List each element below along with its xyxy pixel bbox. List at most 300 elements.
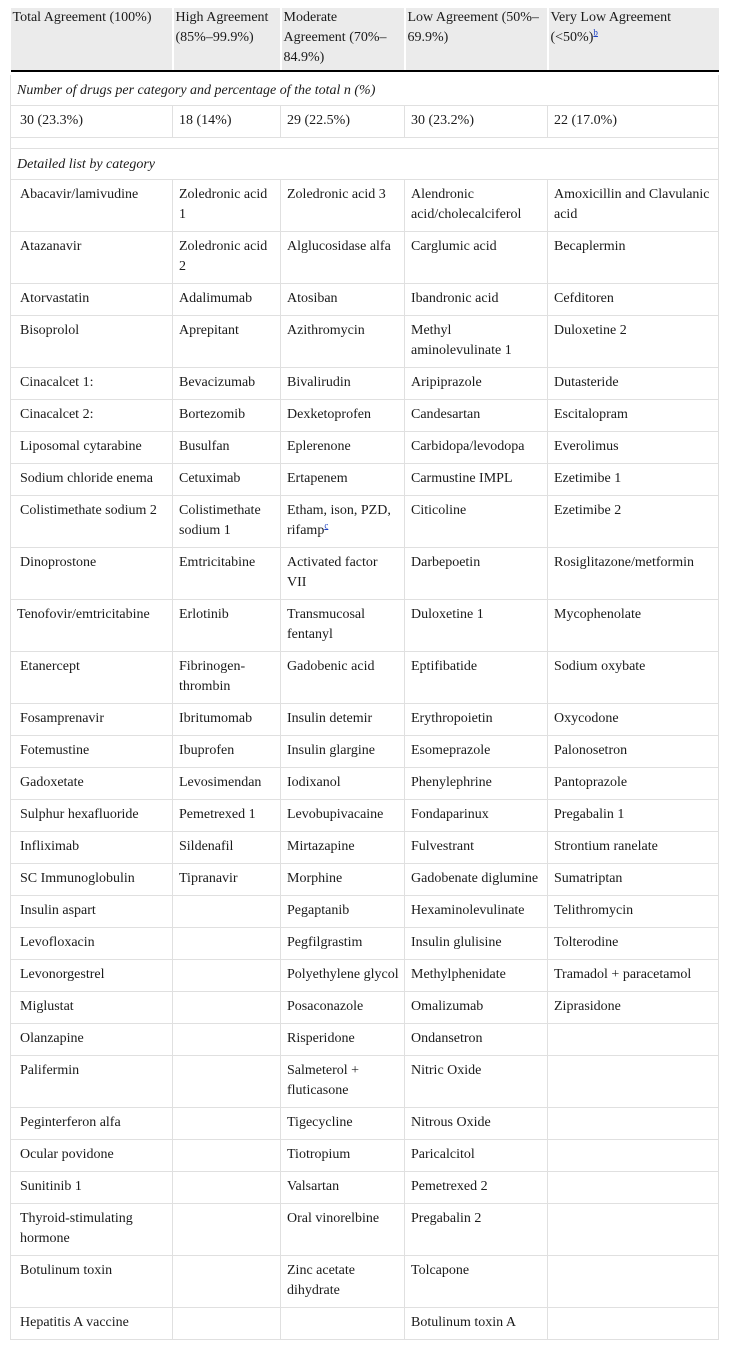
cell-low — [405, 768, 548, 800]
cell-high — [173, 400, 281, 432]
drug-name: Bortezomib — [179, 407, 246, 422]
drug-name: Hepatitis A vaccine — [20, 1315, 129, 1330]
drug-name: Cefditoren — [554, 291, 614, 306]
drug-name: Salmeterol + fluticasone — [287, 1063, 360, 1098]
cell-low — [405, 1108, 548, 1140]
cell-very-low — [548, 960, 719, 992]
table-row — [11, 768, 719, 800]
drug-name: Ziprasidone — [554, 999, 621, 1014]
cell-moderate — [281, 768, 405, 800]
cell-high — [173, 1024, 281, 1056]
drug-name: Posaconazole — [287, 999, 364, 1014]
cell-very-low — [548, 232, 719, 284]
table-row — [11, 1204, 719, 1256]
cell-high — [173, 992, 281, 1024]
cell-very-low — [548, 1204, 719, 1256]
count-moderate: 29 (22.5%) — [281, 106, 405, 138]
header-high-agreement: High Agreement (85%–99.9%) — [173, 8, 281, 71]
header-very-low-agreement: Very Low Agreement (<50%)$^b$ — [548, 8, 719, 71]
cell-very-low — [548, 432, 719, 464]
cell-high — [173, 1172, 281, 1204]
drug-name: Carbidopa/levodopa — [411, 439, 525, 454]
drug-name: Colistimethate sodium 1 — [179, 503, 261, 538]
cell-total — [11, 864, 173, 896]
cell-high — [173, 768, 281, 800]
drug-name: Cinacalcet 1: — [20, 375, 94, 390]
cell-high — [173, 1056, 281, 1108]
cell-high — [173, 896, 281, 928]
table-row — [11, 548, 719, 600]
table-row — [11, 864, 719, 896]
drug-name: Tramadol + paracetamol — [554, 967, 692, 982]
drug-name: Sumatriptan — [554, 871, 623, 886]
cell-moderate — [281, 432, 405, 464]
drug-name: Gadoxetate — [20, 775, 84, 790]
cell-low — [405, 832, 548, 864]
cell-high — [173, 284, 281, 316]
cell-total — [11, 704, 173, 736]
cell-high — [173, 652, 281, 704]
table-row — [11, 368, 719, 400]
cell-low — [405, 896, 548, 928]
drug-name: Ondansetron — [411, 1031, 483, 1046]
cell-very-low — [548, 400, 719, 432]
cell-total — [11, 960, 173, 992]
drug-name: Insulin aspart — [20, 903, 96, 918]
drug-name: Pemetrexed 2 — [411, 1179, 488, 1194]
cell-low — [405, 864, 548, 896]
table-row — [11, 928, 719, 960]
footnote-link-c[interactable]: c — [324, 520, 329, 531]
drug-name: Ibandronic acid — [411, 291, 499, 306]
cell-very-low — [548, 768, 719, 800]
drug-agreement-table — [10, 8, 719, 1340]
cell-high — [173, 432, 281, 464]
cell-low — [405, 180, 548, 232]
cell-high — [173, 832, 281, 864]
drug-name: Nitrous Oxide — [411, 1115, 491, 1130]
cell-total — [11, 284, 173, 316]
table-row — [11, 1256, 719, 1308]
cell-very-low — [548, 284, 719, 316]
cell-low — [405, 232, 548, 284]
cell-low — [405, 432, 548, 464]
drug-name: Eptifibatide — [411, 659, 478, 674]
cell-high — [173, 1140, 281, 1172]
cell-total — [11, 400, 173, 432]
drug-name: Dexketoprofen — [287, 407, 371, 422]
drug-name: Fosamprenavir — [20, 711, 104, 726]
drug-name: Darbepoetin — [411, 555, 481, 570]
cell-very-low — [548, 1172, 719, 1204]
cell-total — [11, 232, 173, 284]
cell-low — [405, 992, 548, 1024]
table-row — [11, 496, 719, 548]
cell-moderate — [281, 316, 405, 368]
count-very-low: 22 (17.0%) — [548, 106, 719, 138]
cell-very-low — [548, 496, 719, 548]
drug-name: Rosiglitazone/metformin — [554, 555, 694, 570]
drug-name: Bevacizumab — [179, 375, 256, 390]
cell-moderate — [281, 928, 405, 960]
cell-very-low — [548, 1140, 719, 1172]
cell-high — [173, 864, 281, 896]
drug-name: Becaplermin — [554, 239, 626, 254]
drug-name: Bivalirudin — [287, 375, 351, 390]
cell-total — [11, 600, 173, 652]
cell-moderate — [281, 548, 405, 600]
drug-name: Ibritumomab — [179, 711, 253, 726]
cell-very-low — [548, 928, 719, 960]
drug-name: Tenofovir/emtricitabine — [17, 607, 150, 622]
drug-name: Telithromycin — [554, 903, 634, 918]
drug-name: Ibuprofen — [179, 743, 235, 758]
cell-low — [405, 928, 548, 960]
drug-name: Pegaptanib — [287, 903, 350, 918]
drug-name: Peginterferon alfa — [20, 1115, 121, 1130]
cell-very-low — [548, 704, 719, 736]
drug-name: Atorvastatin — [20, 291, 90, 306]
drug-name: Activated factor VII — [287, 555, 378, 590]
drug-name: Alglucosidase alfa — [287, 239, 391, 254]
drug-name: Iodixanol — [287, 775, 341, 790]
drug-name: Escitalopram — [554, 407, 628, 422]
drug-name: Paricalcitol — [411, 1147, 475, 1162]
cell-high — [173, 960, 281, 992]
drug-name: Pregabalin 1 — [554, 807, 625, 822]
cell-total — [11, 832, 173, 864]
cell-low — [405, 548, 548, 600]
cell-very-low — [548, 180, 719, 232]
drug-name: Omalizumab — [411, 999, 484, 1014]
drug-name: Amoxicillin and Clavulanic acid — [554, 187, 710, 222]
cell-moderate — [281, 180, 405, 232]
drug-name: Emtricitabine — [179, 555, 256, 570]
cell-very-low — [548, 864, 719, 896]
cell-very-low — [548, 652, 719, 704]
cell-moderate — [281, 800, 405, 832]
cell-low — [405, 1308, 548, 1340]
cell-high — [173, 316, 281, 368]
cell-high — [173, 180, 281, 232]
drug-name: Tolcapone — [411, 1263, 470, 1278]
table-row — [11, 1108, 719, 1140]
drug-name: Insulin detemir — [287, 711, 373, 726]
drug-name: Busulfan — [179, 439, 230, 454]
cell-very-low — [548, 800, 719, 832]
count-high: 18 (14%) — [173, 106, 281, 138]
cell-very-low — [548, 1308, 719, 1340]
drug-name: Zinc acetate dihydrate — [287, 1263, 356, 1298]
drug-name: Sulphur hexafluoride — [20, 807, 139, 822]
table-row — [11, 1308, 719, 1340]
cell-very-low — [548, 736, 719, 768]
drug-name: Hexaminolevulinate — [411, 903, 525, 918]
cell-low — [405, 736, 548, 768]
drug-name: Infliximab — [20, 839, 80, 854]
drug-name: Insulin glulisine — [411, 935, 502, 950]
cell-low — [405, 1056, 548, 1108]
count-total: 30 (23.3%) — [11, 106, 173, 138]
header-total-agreement: Total Agreement (100%) — [11, 8, 173, 71]
cell-moderate — [281, 864, 405, 896]
cell-very-low — [548, 1056, 719, 1108]
cell-moderate — [281, 992, 405, 1024]
table-row — [11, 832, 719, 864]
drug-name: Pemetrexed 1 — [179, 807, 256, 822]
section-counts-title-row — [11, 75, 719, 106]
footnote-link-b[interactable]: b — [593, 27, 598, 38]
drug-name: Transmucosal fentanyl — [287, 607, 366, 642]
cell-low — [405, 284, 548, 316]
cell-low — [405, 800, 548, 832]
table-row — [11, 736, 719, 768]
drug-name: Insulin glargine — [287, 743, 376, 758]
drug-name: Strontium ranelate — [554, 839, 658, 854]
cell-high — [173, 736, 281, 768]
drug-name: Oxycodone — [554, 711, 619, 726]
drug-name: Botulinum toxin A — [411, 1315, 517, 1330]
table-row — [11, 180, 719, 232]
drug-name: Cetuximab — [179, 471, 241, 486]
drug-name: Atazanavir — [20, 239, 82, 254]
drug-name: Mycophenolate — [554, 607, 642, 622]
table-row — [11, 652, 719, 704]
cell-very-low — [548, 316, 719, 368]
drug-name: Tiotropium — [287, 1147, 351, 1162]
cell-very-low — [548, 368, 719, 400]
drug-name: Erlotinib — [179, 607, 229, 622]
drug-name: Erythropoietin — [411, 711, 493, 726]
drug-name: Methyl aminolevulinate 1 — [411, 323, 512, 358]
cell-total — [11, 928, 173, 960]
drug-name: Azithromycin — [287, 323, 365, 338]
drug-name: Bisoprolol — [20, 323, 80, 338]
cell-very-low — [548, 1024, 719, 1056]
drug-name: Alendronic acid/cholecalciferol — [411, 187, 522, 222]
cell-high — [173, 1256, 281, 1308]
drug-name: Levobupivacaine — [287, 807, 384, 822]
cell-low — [405, 1256, 548, 1308]
cell-high — [173, 800, 281, 832]
cell-moderate — [281, 1256, 405, 1308]
drug-name: Thyroid-stimulating hormone — [20, 1211, 133, 1246]
cell-total — [11, 1172, 173, 1204]
cell-total — [11, 1108, 173, 1140]
drug-name: Gadobenic acid — [287, 659, 375, 674]
section-list-title: Detailed list by category — [11, 149, 719, 180]
cell-total — [11, 1056, 173, 1108]
cell-total — [11, 1308, 173, 1340]
cell-high — [173, 600, 281, 652]
cell-high — [173, 548, 281, 600]
cell-very-low — [548, 1256, 719, 1308]
drug-name: Sodium chloride enema — [20, 471, 153, 486]
drug-name: Tigecycline — [287, 1115, 353, 1130]
drug-name: Valsartan — [287, 1179, 340, 1194]
cell-moderate — [281, 1308, 405, 1340]
cell-moderate — [281, 1024, 405, 1056]
cell-total — [11, 1024, 173, 1056]
drug-name: Duloxetine 1 — [411, 607, 484, 622]
cell-very-low — [548, 548, 719, 600]
cell-total — [11, 368, 173, 400]
drug-name: SC Immunoglobulin — [20, 871, 135, 886]
cell-low — [405, 600, 548, 652]
drug-name: Carmustine IMPL — [411, 471, 513, 486]
drug-name: Etham, ison, PZD, rifamp — [287, 503, 391, 538]
cell-low — [405, 400, 548, 432]
table-row — [11, 1056, 719, 1108]
cell-very-low — [548, 464, 719, 496]
cell-total — [11, 496, 173, 548]
cell-moderate — [281, 400, 405, 432]
drug-name: Fotemustine — [20, 743, 90, 758]
drug-name: Fibrinogen-thrombin — [179, 659, 246, 694]
cell-very-low — [548, 600, 719, 652]
table-row — [11, 316, 719, 368]
cell-very-low — [548, 896, 719, 928]
drug-name: Etanercept — [20, 659, 80, 674]
drug-name: Sildenafil — [179, 839, 234, 854]
cell-moderate — [281, 960, 405, 992]
cell-low — [405, 316, 548, 368]
drug-name: Gadobenate diglumine — [411, 871, 539, 886]
drug-name: Atosiban — [287, 291, 338, 306]
drug-name: Cinacalcet 2: — [20, 407, 94, 422]
cell-total — [11, 180, 173, 232]
cell-total — [11, 652, 173, 704]
cell-total — [11, 464, 173, 496]
cell-very-low — [548, 832, 719, 864]
drug-name: Sunitinib 1 — [20, 1179, 82, 1194]
cell-low — [405, 1204, 548, 1256]
drug-name: Adalimumab — [179, 291, 253, 306]
drug-name: Candesartan — [411, 407, 481, 422]
cell-total — [11, 800, 173, 832]
cell-high — [173, 1108, 281, 1140]
drug-name: Esomeprazole — [411, 743, 491, 758]
cell-moderate — [281, 704, 405, 736]
section-counts-title: Number of drugs per category and percentage of the total n (%) — [11, 75, 719, 106]
counts-row — [11, 106, 719, 138]
cell-low — [405, 960, 548, 992]
drug-name: Nitric Oxide — [411, 1063, 482, 1078]
cell-moderate — [281, 284, 405, 316]
drug-name: Phenylephrine — [411, 775, 492, 790]
cell-moderate — [281, 496, 405, 548]
table-row — [11, 704, 719, 736]
drug-name: Fondaparinux — [411, 807, 489, 822]
cell-high — [173, 704, 281, 736]
drug-name: Levonorgestrel — [20, 967, 105, 982]
drug-name: Sodium oxybate — [554, 659, 646, 674]
table-row — [11, 464, 719, 496]
section-list-title-row — [11, 149, 719, 180]
drug-name: Levosimendan — [179, 775, 262, 790]
drug-name: Zoledronic acid 3 — [287, 187, 386, 202]
cell-moderate — [281, 1108, 405, 1140]
table-row — [11, 232, 719, 284]
drug-name: Tolterodine — [554, 935, 619, 950]
table-row — [11, 1024, 719, 1056]
drug-name: Risperidone — [287, 1031, 355, 1046]
table-row — [11, 992, 719, 1024]
drug-name: Pregabalin 2 — [411, 1211, 482, 1226]
header-row — [11, 8, 719, 71]
table-row — [11, 432, 719, 464]
drug-name: Morphine — [287, 871, 343, 886]
cell-low — [405, 368, 548, 400]
count-low: 30 (23.2%) — [405, 106, 548, 138]
cell-moderate — [281, 1204, 405, 1256]
cell-low — [405, 652, 548, 704]
cell-moderate — [281, 600, 405, 652]
drug-name: Dinoprostone — [20, 555, 97, 570]
cell-moderate — [281, 1056, 405, 1108]
drug-name: Dutasteride — [554, 375, 619, 390]
drug-name: Methylphenidate — [411, 967, 506, 982]
table-row — [11, 600, 719, 652]
cell-high — [173, 232, 281, 284]
drug-name: Olanzapine — [20, 1031, 84, 1046]
drug-name: Fulvestrant — [411, 839, 474, 854]
drug-name: Aripiprazole — [411, 375, 482, 390]
table-row — [11, 284, 719, 316]
drug-name: Polyethylene glycol — [287, 967, 399, 982]
cell-total — [11, 768, 173, 800]
drug-name: Oral vinorelbine — [287, 1211, 380, 1226]
cell-total — [11, 1140, 173, 1172]
header-moderate-agreement: Moderate Agreement (70%–84.9%) — [281, 8, 405, 71]
cell-total — [11, 432, 173, 464]
drug-name: Zoledronic acid 1 — [179, 187, 268, 222]
cell-moderate — [281, 832, 405, 864]
drug-name: Palifermin — [20, 1063, 80, 1078]
header-low-agreement: Low Agreement (50%–69.9%) — [405, 8, 548, 71]
drug-name: Carglumic acid — [411, 239, 497, 254]
cell-low — [405, 1140, 548, 1172]
spacer-row — [11, 138, 719, 149]
cell-moderate — [281, 464, 405, 496]
drug-name: Ezetimibe 1 — [554, 471, 622, 486]
drug-name: Duloxetine 2 — [554, 323, 627, 338]
table-row — [11, 400, 719, 432]
cell-moderate — [281, 1172, 405, 1204]
drug-name: Palonosetron — [554, 743, 628, 758]
cell-total — [11, 992, 173, 1024]
cell-low — [405, 464, 548, 496]
table-row — [11, 960, 719, 992]
drug-name: Botulinum toxin — [20, 1263, 113, 1278]
cell-very-low — [548, 992, 719, 1024]
table-row — [11, 800, 719, 832]
drug-name: Everolimus — [554, 439, 619, 454]
drug-name: Aprepitant — [179, 323, 239, 338]
drug-name: Eplerenone — [287, 439, 351, 454]
cell-low — [405, 496, 548, 548]
cell-moderate — [281, 1140, 405, 1172]
cell-total — [11, 1256, 173, 1308]
drug-name: Pantoprazole — [554, 775, 628, 790]
drug-name: Miglustat — [20, 999, 74, 1014]
cell-low — [405, 1024, 548, 1056]
cell-moderate — [281, 368, 405, 400]
cell-moderate — [281, 652, 405, 704]
cell-high — [173, 368, 281, 400]
cell-moderate — [281, 736, 405, 768]
cell-high — [173, 464, 281, 496]
